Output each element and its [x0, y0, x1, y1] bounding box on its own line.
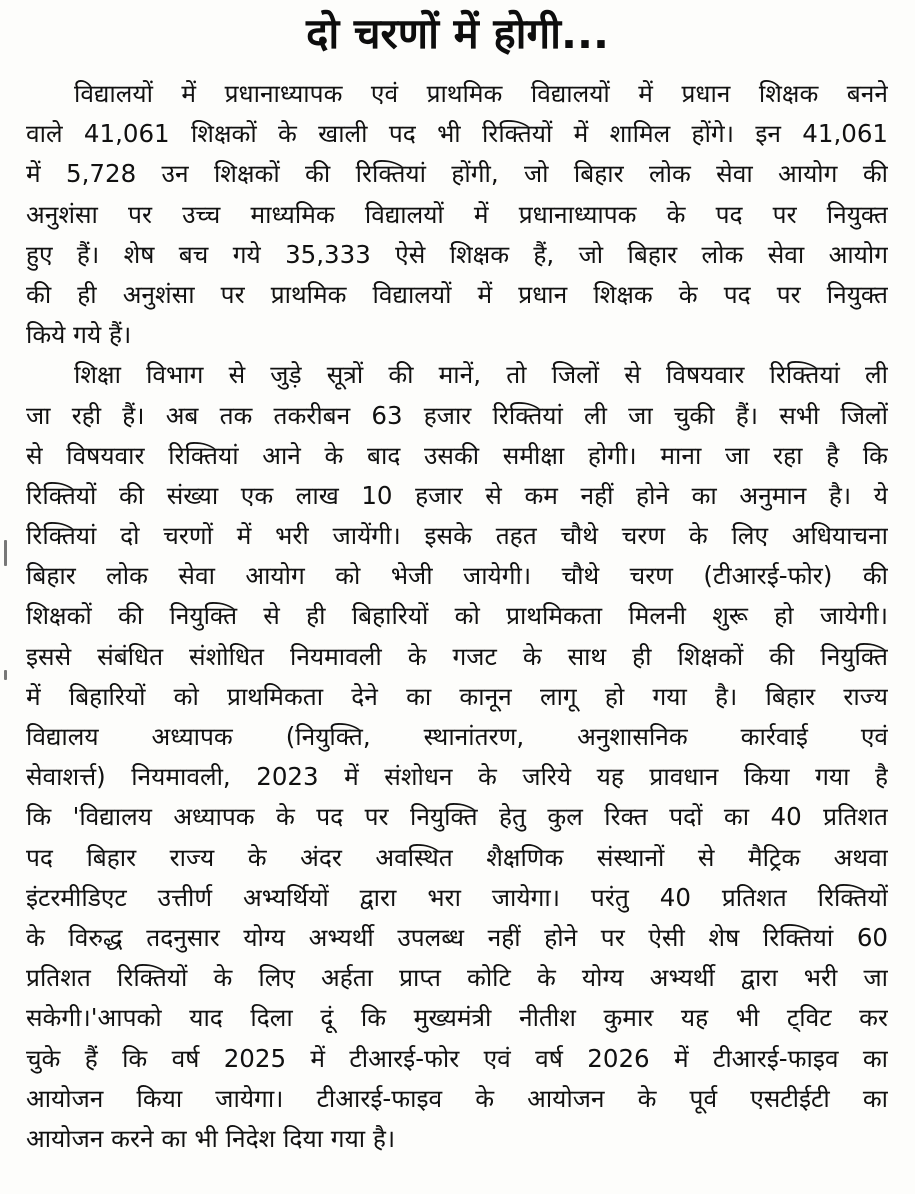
- paragraph-2: [26, 355, 888, 1159]
- text-line: आयोजन किया जायेगा। टीआरई-फाइव के आयोजन के पूर्व एसटीईटी का: [26, 1083, 888, 1113]
- text-line: की ही अनुशंसा पर प्राथमिक विद्यालयों में प्रधान शिक्षक के पद पर नियुक्त: [26, 279, 888, 309]
- text-line: रिक्तियां दो चरणों में भरी जायेंगी। इसके तहत चौथे चरण के लिए अधियाचना: [26, 521, 888, 551]
- text-line: विद्यालय अध्यापक (नियुक्ति, स्थानांतरण, अनुशासनिक कार्रवाई एवं: [26, 722, 888, 751]
- text-line: इंटरमीडिएट उत्तीर्ण अभ्यर्थियों द्वारा भरा जायेगा। परंतु 40 प्रतिशत रिक्तियों: [26, 882, 888, 912]
- scan-edge-mark: [4, 540, 7, 566]
- text-line: हुए हैं। शेष बच गये 35,333 ऐसे शिक्षक हैं, जो बिहार लोक सेवा आयोग: [26, 239, 888, 269]
- paragraph-1: [26, 74, 888, 355]
- text-line: में बिहारियों को प्राथमिकता देने का कानून लागू हो गया है। बिहार राज्य: [26, 681, 888, 711]
- text-line: विद्यालयों में प्रधानाध्यापक एवं प्राथमिक विद्यालयों में प्रधान शिक्षक बनने: [74, 79, 888, 108]
- text-line: शिक्षकों की नियुक्ति से ही बिहारियों को प्राथमिकता मिलनी शुरू हो जायेगी।: [26, 601, 888, 631]
- text-line: किये गये हैं।: [26, 320, 132, 350]
- text-line: शिक्षा विभाग से जुड़े सूत्रों की मानें, तो जिलों से विषयवार रिक्तियां ली: [74, 360, 888, 390]
- text-line: के विरुद्ध तदनुसार योग्य अभ्यर्थी उपलब्ध नहीं होने पर ऐसी शेष रिक्तियां 60: [26, 922, 888, 952]
- scan-edge-mark: [4, 670, 7, 680]
- text-line: पद बिहार राज्य के अंदर अवस्थित शैक्षणिक संस्थानों से मैट्रिक अथवा: [26, 842, 888, 872]
- text-line: सेवाशर्त्त) नियमावली, 2023 में संशोधन के जरिये यह प्रावधान किया गया है: [26, 762, 888, 792]
- text-line: बिहार लोक सेवा आयोग को भेजी जायेगी। चौथे चरण (टीआरई-फोर) की: [26, 561, 888, 591]
- text-line: चुके हैं कि वर्ष 2025 में टीआरई-फोर एवं वर्ष 2026 में टीआरई-फाइव का: [26, 1043, 888, 1073]
- text-line: वाले 41,061 शिक्षकों के खाली पद भी रिक्तियों में शामिल होंगे। इन 41,061: [26, 119, 888, 149]
- headline: दो चरणों में होगी...: [306, 9, 609, 58]
- text-line: प्रतिशत रिक्तियों के लिए अर्हता प्राप्त कोटि के योग्य अभ्यर्थी द्वारा भरी जा: [26, 963, 888, 993]
- text-line: सकेगी।'आपको याद दिला दूं कि मुख्यमंत्री नीतीश कुमार यह भी ट्विट कर: [26, 1003, 888, 1033]
- text-line: आयोजन करने का भी निदेश दिया गया है।: [26, 1123, 396, 1153]
- article-body: [26, 74, 888, 1159]
- text-line: कि 'विद्यालय अध्यापक के पद पर नियुक्ति हेतु कुल रिक्त पदों का 40 प्रतिशत: [26, 802, 888, 832]
- text-line: अनुशंसा पर उच्च माध्यमिक विद्यालयों में प्रधानाध्यापक के पद पर नियुक्त: [26, 199, 888, 229]
- text-line: रिक्तियों की संख्या एक लाख 10 हजार से कम नहीं होने का अनुमान है। ये: [26, 480, 888, 510]
- text-line: में 5,728 उन शिक्षकों की रिक्तियां होंगी, जो बिहार लोक सेवा आयोग की: [26, 159, 888, 189]
- text-line: से विषयवार रिक्तियां आने के बाद उसकी समीक्षा होगी। माना जा रहा है कि: [26, 440, 888, 470]
- text-line: जा रही हैं। अब तक तकरीबन 63 हजार रिक्तियां ली जा चुकी हैं। सभी जिलों: [26, 400, 888, 430]
- text-line: इससे संबंधित संशोधित नियमावली के गजट के साथ ही शिक्षकों की नियुक्ति: [26, 641, 888, 671]
